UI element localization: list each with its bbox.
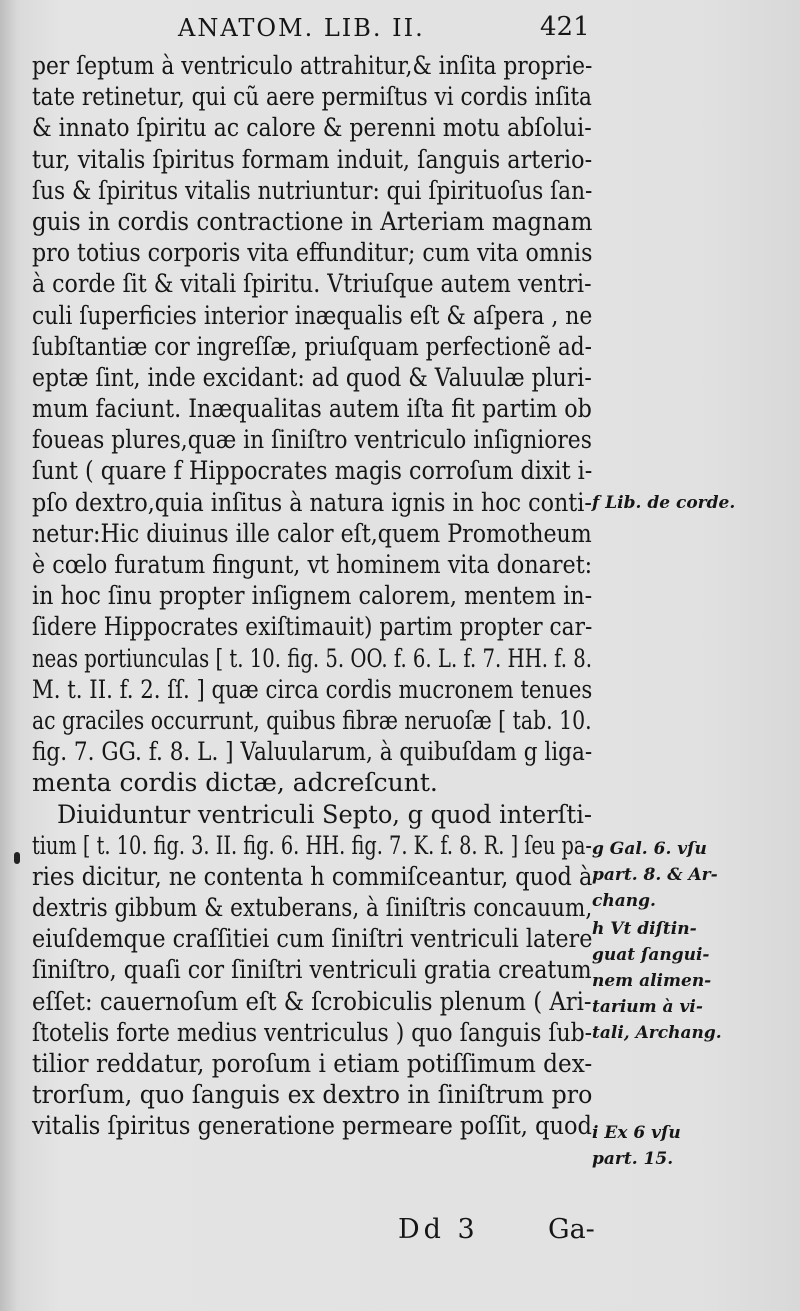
text-line: tilior reddatur, poroſum i etiam potiſſimum dex- — [32, 1049, 593, 1078]
body-text — [32, 50, 592, 1142]
text-line: eptæ ſint, inde excidant: ad quod & Valuulæ pluri- — [32, 362, 592, 392]
text-line: Diuiduntur ventriculi Septo, g quod interſti- — [57, 799, 593, 829]
text-line: vitalis ſpiritus generatione permeare poſſit, quod — [32, 1111, 592, 1141]
text-line: tur, vitalis ſpiritus formam induit, ſanguis arterio- — [32, 144, 593, 174]
text-line: ſiniſtro, quaſi cor ſiniſtri ventriculi gratia creatum — [32, 955, 592, 985]
text-line: netur:Hic diuinus ille calor eſt,quem Promotheum — [32, 518, 592, 548]
paragraph-mark-icon — [14, 852, 20, 864]
text-line: è cœlo furatum fingunt, vt hominem vita donaret: — [32, 550, 593, 579]
signature-mark: Dd 3 — [398, 1214, 479, 1245]
text-line: tium [ t. 10. fig. 3. II. fig. 6. HH. fig. 7. K. f. 8. R. ] ſeu pa- — [32, 830, 592, 860]
text-line: pſo dextro,quia inſitus à natura ignis in hoc conti- — [32, 487, 592, 517]
text-line: trorſum, quo ſanguis ex dextro in ſiniſtrum pro — [32, 1080, 593, 1110]
catchword: Ga- — [548, 1214, 595, 1245]
text-line: ries dicitur, ne contenta h commiſceantur, quod à — [32, 861, 593, 891]
text-line: dextris gibbum & extuberans, à ſiniſtris concauum, — [32, 893, 593, 923]
text-line: foueas plures,quæ in ſiniſtro ventriculo inſigniores — [32, 425, 592, 455]
text-line: ſidere Hippocrates exiſtimauit) partim propter car- — [32, 612, 593, 642]
text-line: fig. 7. GG. f. 8. L. ] Valuularum, à quibuſdam g liga- — [32, 737, 593, 767]
text-line: menta cordis dictæ, adcreſcunt. — [32, 768, 438, 798]
margin-note-h: h Vt diſtin- guat ſangui- nem alimen- tarium à vi- tali, Archang. — [592, 919, 722, 1043]
page-number: 421 — [540, 12, 590, 42]
text-line: ſunt ( quare f Hippocrates magis corroſum dixit i- — [32, 456, 593, 486]
text-line: tate retinetur, qui cũ aere permiſtus vi cordis inſita — [32, 82, 592, 112]
page-footer — [0, 1214, 800, 1250]
text-line: mum faciunt. Inæqualitas autem iſta fit partim ob — [32, 394, 592, 424]
text-line: ſus & ſpiritus vitalis nutriuntur: qui ſpirituoſus ſan- — [32, 175, 593, 205]
margin-note-g: g Gal. 6. vſu part. 8. & Ar- chang. — [592, 839, 718, 911]
running-title: ANATOM. LIB. II. — [178, 14, 425, 42]
text-line: eiuſdemque craſſitiei cum ſiniſtri ventriculi latere — [32, 924, 593, 954]
margin-note-i: i Ex 6 vſu part. 15. — [592, 1123, 681, 1169]
margin-notes — [592, 0, 800, 1311]
margin-note-f: f Lib. de corde. — [592, 493, 736, 513]
text-line: per ſeptum à ventriculo attrahitur,& inſita proprie- — [32, 51, 593, 80]
text-line: ſubſtantiæ cor ingreſſæ, priuſquam perfectionẽ ad- — [32, 331, 592, 361]
text-line: M. t. II. f. 2. ſſ. ] quæ circa cordis mucronem tenues — [32, 674, 593, 704]
text-line: eſſet: cauernoſum eſt & ſcrobiculis plenum ( Ari- — [32, 986, 592, 1016]
text-line: guis in cordis contractione in Arteriam magnam — [32, 206, 593, 236]
text-line: ſtotelis forte medius ventriculus ) quo ſanguis ſub- — [32, 1017, 593, 1047]
text-line: in hoc ſinu propter inſignem calorem, mentem in- — [32, 581, 593, 611]
text-line: pro totius corporis vita effunditur; cum vita omnis — [32, 238, 593, 268]
text-line: neas portiunculas [ t. 10. fig. 5. OO. f. 6. L. f. 7. HH. f. 8. — [32, 643, 592, 673]
text-line: culi ſuperficies interior inæqualis eſt & aſpera , ne — [32, 300, 593, 330]
text-line: ac graciles occurrunt, quibus fibræ neruoſæ [ tab. 10. — [32, 705, 592, 735]
text-line: & innato ſpiritu ac calore & perenni motu abſolui- — [32, 113, 592, 143]
text-line: à corde ſit & vitali ſpiritu. Vtriuſque autem ventri- — [32, 269, 592, 299]
